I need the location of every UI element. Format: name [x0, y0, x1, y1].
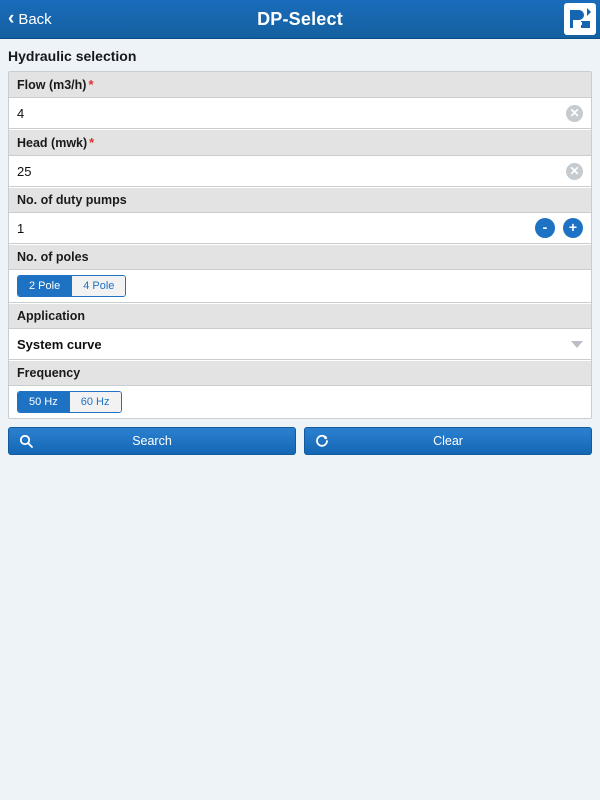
page-header-title: DP-Select	[257, 8, 343, 29]
head-field-row	[9, 156, 591, 187]
head-input[interactable]	[17, 158, 566, 185]
flow-label-text: Flow (m3/h)	[17, 78, 87, 92]
page-title: Hydraulic selection	[0, 39, 600, 71]
duty-pumps-decrement-button[interactable]: -	[535, 218, 555, 238]
application-field-row[interactable]	[9, 329, 591, 360]
search-button[interactable]	[8, 427, 296, 455]
clear-button[interactable]	[304, 427, 592, 455]
duty-pumps-increment-button[interactable]: +	[563, 218, 583, 238]
search-icon	[19, 434, 33, 448]
frequency-label: Frequency	[9, 360, 591, 386]
frequency-option-50hz[interactable]: 50 Hz	[18, 392, 69, 412]
chevron-down-icon	[571, 341, 583, 348]
frequency-field-row	[9, 386, 591, 418]
search-button-label: Search	[132, 434, 172, 448]
poles-field-row	[9, 270, 591, 303]
frequency-option-60hz[interactable]: 60 Hz	[69, 392, 121, 412]
frequency-segmented-control	[17, 391, 122, 413]
poles-label: No. of poles	[9, 244, 591, 270]
duty-pumps-input[interactable]	[17, 215, 535, 242]
flow-input[interactable]	[17, 100, 566, 127]
duty-pumps-field-row	[9, 213, 591, 244]
hydraulic-selection-form	[8, 71, 592, 419]
poles-segmented-control	[17, 275, 126, 297]
head-clear-icon[interactable]: ✕	[566, 163, 583, 180]
flow-clear-icon[interactable]: ✕	[566, 105, 583, 122]
dp-pumps-logo-icon[interactable]	[564, 3, 596, 35]
refresh-icon	[315, 434, 329, 448]
flow-label	[9, 72, 591, 98]
application-label: Application	[9, 303, 591, 329]
head-label-text: Head (mwk)	[17, 136, 88, 150]
flow-required-marker: *	[88, 77, 94, 92]
poles-option-2-pole[interactable]: 2 Pole	[18, 276, 71, 296]
poles-option-4-pole[interactable]: 4 Pole	[71, 276, 125, 296]
back-button[interactable]	[0, 0, 62, 38]
application-selected-value: System curve	[17, 336, 102, 352]
back-button-label: Back	[18, 10, 52, 28]
duty-pumps-label: No. of duty pumps	[9, 187, 591, 213]
top-navigation-bar	[0, 0, 600, 39]
action-button-bar	[8, 427, 592, 455]
head-required-marker: *	[89, 135, 95, 150]
duty-pumps-stepper	[535, 218, 583, 238]
head-label	[9, 129, 591, 156]
chevron-left-icon: ‹	[8, 7, 15, 29]
clear-button-label: Clear	[433, 434, 463, 448]
flow-field-row	[9, 98, 591, 129]
